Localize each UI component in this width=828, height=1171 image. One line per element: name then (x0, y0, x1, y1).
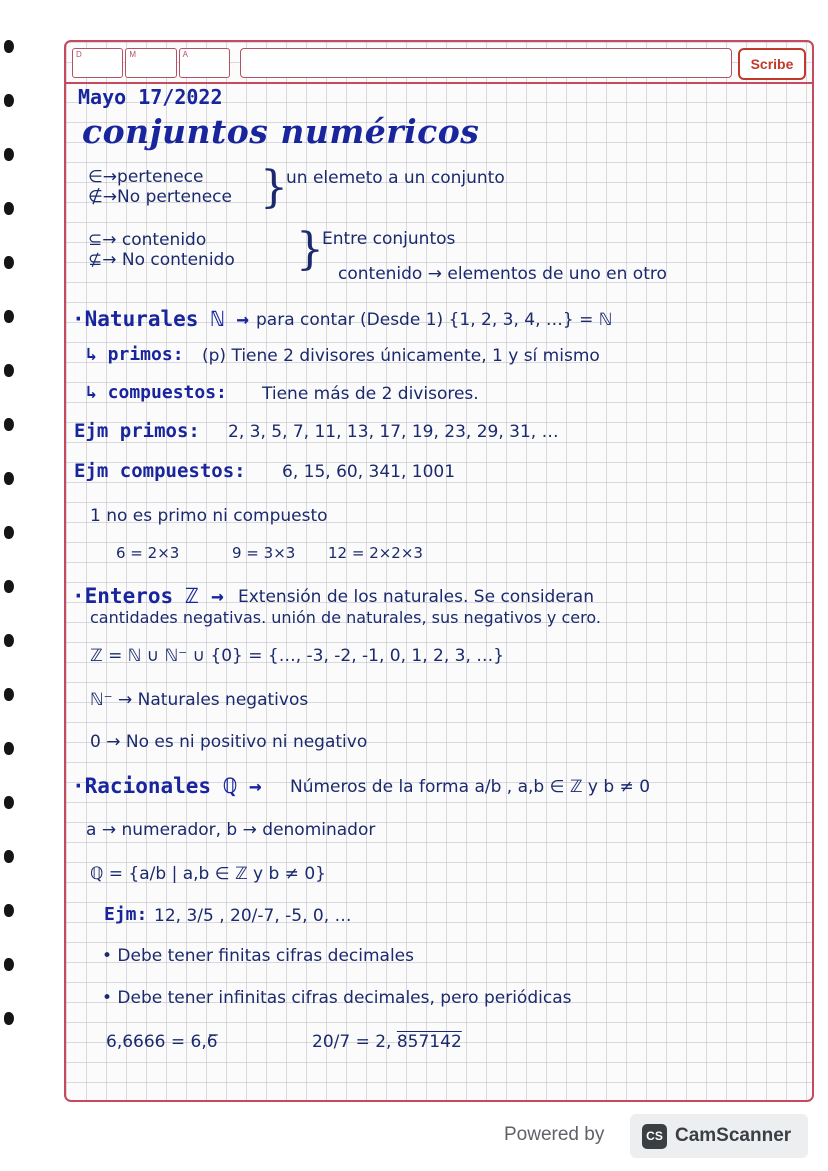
primos-desc: (p) Tiene 2 divisores únicamente, 1 y sí mismo (202, 346, 600, 366)
factor-6: 6 = 2×3 (116, 544, 180, 562)
subset-detail: contenido → elementos de uno en otro (338, 264, 667, 284)
binding-hole-icon (4, 202, 14, 215)
racionales-parts: a → numerador, b → denominador (86, 820, 376, 840)
binding-hole-icon (4, 418, 14, 431)
date-month-box (125, 48, 176, 78)
brace-icon: } (260, 162, 288, 213)
camscanner-badge (630, 1114, 808, 1158)
binding-hole-icon (4, 580, 14, 593)
binding-hole-icon (4, 148, 14, 161)
compuestos-label: ↳ compuestos: (86, 382, 227, 403)
naturales-note: 1 no es primo ni compuesto (90, 506, 328, 526)
ejm-primos-label: Ejm primos: (74, 420, 200, 442)
binding-hole-icon (4, 1012, 14, 1025)
powered-by-text: Powered by (504, 1124, 605, 1145)
decimal-example-2-lhs: 20/7 = 2, (312, 1032, 392, 1052)
binding-hole-icon (4, 688, 14, 701)
page-title: conjuntos numéricos (82, 112, 480, 151)
racionales-title: ·Racionales ℚ → (72, 774, 262, 798)
brace-icon: } (296, 224, 324, 275)
enteros-line-2: cantidades negativas. unión de naturales, sus negativos y cero. (90, 608, 601, 627)
header-rule (66, 82, 812, 84)
factor-9: 9 = 3×3 (232, 544, 296, 562)
subset-not-sub: ⊈→ No contenido (88, 250, 235, 270)
binding-hole-icon (4, 850, 14, 863)
note-date: Mayo 17/2022 (78, 85, 223, 109)
page-title-box (240, 48, 732, 78)
naturales-title: ·Naturales ℕ → (72, 307, 250, 331)
binding-hole-icon (4, 472, 14, 485)
scribe-logo: Scribe (738, 48, 806, 80)
binding-hole-icon (4, 526, 14, 539)
naturales-desc: para contar (Desde 1) {1, 2, 3, 4, …} = ℕ (256, 310, 613, 330)
binding-hole-icon (4, 364, 14, 377)
enteros-negativos: ℕ⁻ → Naturales negativos (90, 690, 309, 710)
year-label: A (182, 50, 188, 59)
membership-in: ∈→pertenece (88, 167, 204, 187)
enteros-set: ℤ = ℕ ∪ ℕ⁻ ∪ {0} = {…, -3, -2, -1, 0, 1, 2, 3, …} (90, 646, 505, 666)
binding-hole-icon (4, 796, 14, 809)
ejm-compuestos: 6, 15, 60, 341, 1001 (282, 462, 456, 482)
date-year-box (179, 48, 230, 78)
binding-hole-icon (4, 634, 14, 647)
binding-hole-icon (4, 958, 14, 971)
enteros-title: ·Enteros ℤ → (72, 584, 224, 608)
decimal-example-2-period: 857142 (396, 1032, 462, 1052)
subset-desc: Entre conjuntos (322, 229, 456, 249)
binding-hole-icon (4, 94, 14, 107)
enteros-cero: 0 → No es ni positivo ni negativo (90, 732, 368, 752)
racionales-ejm-label: Ejm: (104, 904, 148, 925)
compuestos-desc: Tiene más de 2 divisores. (262, 384, 479, 404)
month-label: M (129, 50, 136, 59)
racionales-bullet-1: • Debe tener finitas cifras decimales (102, 946, 414, 966)
decimal-example-2 (312, 1032, 462, 1052)
camscanner-name: CamScanner (675, 1125, 792, 1146)
membership-not-in: ∉→No pertenece (88, 187, 232, 207)
ejm-primos: 2, 3, 5, 7, 11, 13, 17, 19, 23, 29, 31, … (228, 422, 559, 442)
day-label: D (76, 50, 82, 59)
ejm-compuestos-label: Ejm compuestos: (74, 460, 246, 482)
notebook-binding (0, 30, 20, 1120)
binding-hole-icon (4, 742, 14, 755)
date-day-box (72, 48, 123, 78)
binding-hole-icon (4, 310, 14, 323)
racionales-ejm: 12, 3/5 , 20/-7, -5, 0, … (154, 906, 352, 926)
notebook-page (64, 40, 814, 1102)
membership-desc: un elemeto a un conjunto (286, 168, 505, 188)
camscanner-logo-icon: CS (642, 1124, 667, 1149)
decimal-example-1: 6,6666 = 6,6̅ (106, 1032, 218, 1052)
binding-hole-icon (4, 40, 14, 53)
binding-hole-icon (4, 904, 14, 917)
factor-12: 12 = 2×2×3 (328, 544, 423, 562)
enteros-line-1: Extensión de los naturales. Se consideran (238, 587, 594, 607)
date-boxes (72, 48, 232, 78)
binding-hole-icon (4, 256, 14, 269)
primos-label: ↳ primos: (86, 344, 184, 365)
racionales-set: ℚ = {a/b | a,b ∈ ℤ y b ≠ 0} (90, 864, 326, 884)
racionales-bullet-2: • Debe tener infinitas cifras decimales, pero periódicas (102, 988, 572, 1008)
subset-sub: ⊆→ contenido (88, 230, 207, 250)
racionales-desc: Números de la forma a/b , a,b ∈ ℤ y b ≠ 0 (290, 777, 651, 797)
